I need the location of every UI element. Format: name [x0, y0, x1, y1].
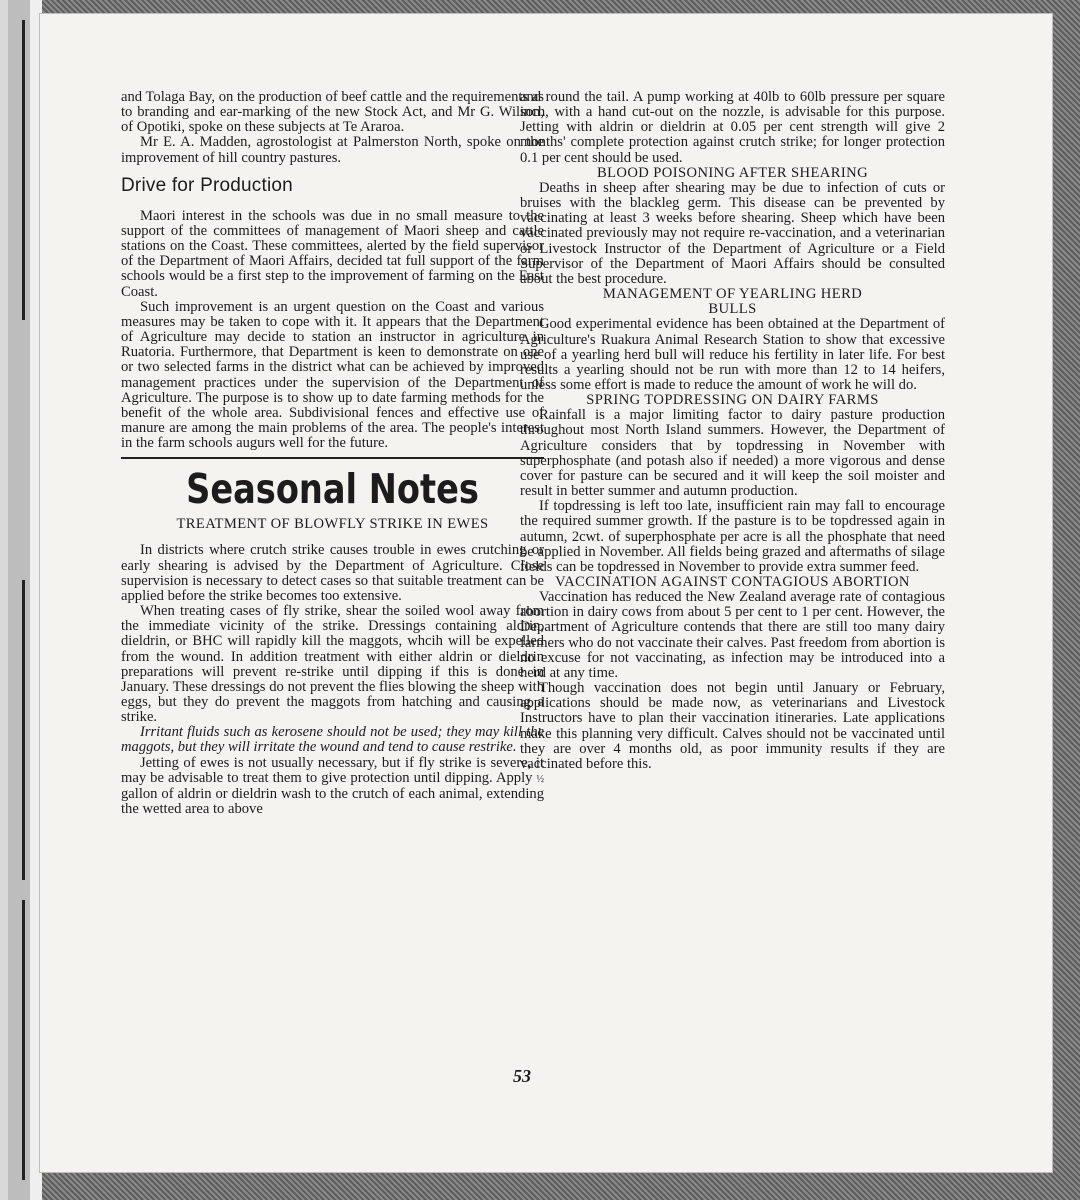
section-heading: Drive for Production: [121, 174, 293, 196]
binding-edge: [0, 0, 42, 1200]
subheading: VACCINATION AGAINST CONTAGIOUS ABORTION: [555, 574, 910, 590]
paragraph: and round the tail. A pump working at 40lb to 60lb pressure per square inch, with a hand cut-out on the nozzle, is advisable for this purpose. Jetting with aldrin or dieldrin at 0.05 per cent strength will give 2 months' complete protection against crutch strike; for longer protection 0.1 per cent should be used.: [520, 89, 945, 166]
binding-mark: [22, 20, 25, 320]
page-sheet: [40, 14, 1052, 1172]
section-divider: [121, 457, 544, 459]
page-number: 53: [513, 1066, 531, 1086]
paragraph: In districts where crutch strike causes trouble in ewes crutching or early shearing is advised by the Department of Agriculture. Close supervision is necessary to detect cases so that suitable treatment can be applied before the strike becomes too extensive.: [121, 542, 544, 604]
paragraph: and Tolaga Bay, on the production of beef cattle and the requirements as to branding and ear-marking of the new Stock Act, and Mr G. Wilson, of Opotiki, spoke on these subjects at Te Araroa.: [121, 89, 544, 136]
fraction: ½: [536, 773, 544, 785]
binding-mark: [22, 900, 25, 1180]
paragraph: Though vaccination does not begin until January or February, applications should be made now, as veterinarians and Livestock Instructors have to plan their vaccination itineraries. Late applications make this planning very difficult. Calves should not be vaccinated until they are over 4 months old, as poor immunity results if they are vaccinated before this.: [520, 680, 945, 772]
paragraph: Such improvement is an urgent question on the Coast and various measures may be taken to cope with it. It appears that the Department of Agriculture may decide to station an instructor in agriculture in Ruatoria. Furthermore, that Department is keen to demonstrate on one or two selected farms in the district what can be achieved by improved management practices under the supervision of the Department of Agriculture. The purpose is to show up to date farming methods for the benefit of the whole area. Subdivisional fences and effective use of manure are among the main problems of the area. The people's interest in the farm schools augurs well for the future.: [121, 298, 544, 452]
paragraph: If topdressing is left too late, insufficient rain may fall to encourage the required summer growth. If the pasture is to be topdressed again in autumn, 2cwt. of superphosphate per acre is all the phosphate that need be applied in November. All fields being grazed and aftermaths of silage fields can be topdressed in November to provide extra summer feed.: [520, 498, 945, 575]
seasonal-notes-title: Seasonal Notes: [186, 465, 479, 514]
subheading: TREATMENT OF BLOWFLY STRIKE IN EWES: [176, 516, 489, 533]
paragraph: When treating cases of fly strike, shear the soiled wool away from the immediate vicinity of the strike. Dressings containing aldrin, dieldrin, or BHC will rapidly kill the maggots, whcih will be expelled from the wound. In addition treatment with either aldrin or dieldrin preparations will prevent re-strike until dipping if this is done in January. These dressings do not prevent the flies blowing the sheep with eggs, but they do prevent the maggots from hatching and causing a strike.: [121, 603, 544, 726]
binding-mark: [22, 580, 25, 880]
italic-warning: Irritant fluids such as kerosene should not be used; they may kill the maggots, but they will irritate the wound and tend to cause restrike.: [121, 724, 544, 756]
paragraph: Maori interest in the schools was due in no small measure to the support of the committees of management of Maori sheep and cattle stations on the Coast. These committees, alerted by the field supervisor of the Department of Maori Affairs, decided tat full support of the farm schools would be a first step to the improvement of farming on the East Coast.: [121, 207, 544, 300]
right-column: [520, 90, 945, 772]
paragraph: Vaccination has reduced the New Zealand average rate of contagious abortion in dairy cows from about 5 per cent to 1 per cent. However, the Department of Agriculture contends that there are still too many dairy farmers who do not vaccinate their calves. Past freedom from abortion is no excuse for not vaccinating, as infection may be introduced into a herd at any time.: [520, 589, 945, 681]
subheading: BLOOD POISONING AFTER SHEARING: [596, 164, 869, 181]
paragraph: Good experimental evidence has been obtained at the Department of Agriculture's Ruakura Animal Research Station to show that excessive use of a yearling herd bull will reduce his fertility in later life. For best results a yearling should not be run with more than 12 to 14 heifers, unless some effort is made to reduce the amount of work he will do.: [520, 316, 945, 393]
paragraph: Mr E. A. Madden, agrostologist at Palmerston North, spoke on the improvement of hill country pastures.: [121, 134, 544, 166]
subheading: MANAGEMENT OF YEARLING HERD BULLS: [602, 286, 863, 318]
jetting-text: Jetting of ewes is not usually necessary, but if fly strike is severe, it may be advisable to treat them to give protection until dipping. Apply: [121, 754, 544, 786]
subheading: SPRING TOPDRESSING ON DAIRY FARMS: [586, 392, 879, 409]
paragraph: Deaths in sheep after shearing may be due to infection of cuts or bruises with the blackleg germ. This disease can be prevented by vaccinating at least 3 weeks before shearing. Sheep which have been vaccinated previously may not require re-vaccination, and a veterinarian or Livestock Instructor of the Department of Agriculture or a Field Supervisor of the Department of Maori Affairs should be consulted about the best procedure.: [520, 179, 945, 287]
left-column: [121, 90, 544, 817]
paragraph: [121, 756, 544, 818]
paragraph: Rainfall is a major limiting factor to dairy pasture production throughout most North Island summers. However, the Department of Agriculture considers that by topdressing in November with superphosphate (and potash also if needed) a more vigorous and dense cover for pasture can be secured and it will keep the soil moister and result in better summer and autumn production.: [520, 407, 945, 500]
jetting-text: gallon of aldrin or dieldrin wash to the crutch of each animal, extending the wetted area to above: [121, 785, 544, 818]
